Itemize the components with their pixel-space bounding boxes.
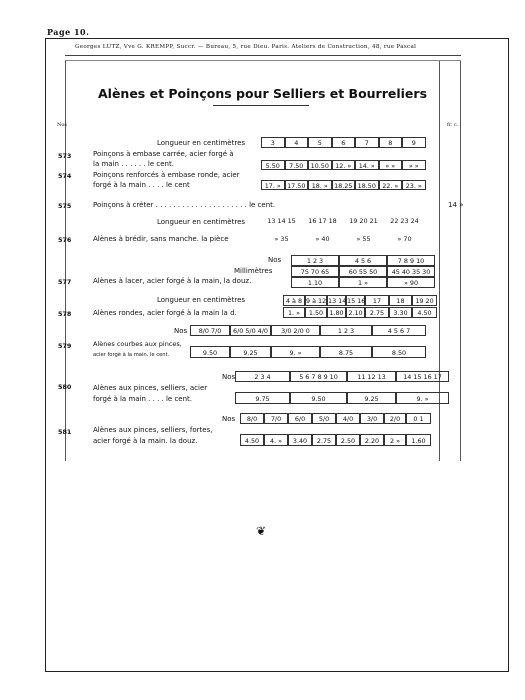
length-column-header: 3 [261,137,285,148]
price-cell: » » [402,160,426,170]
price-cell: 2.20 [360,434,384,446]
number-group-cell: 4 5 6 7 [372,325,426,336]
item-description: Alènes aux pinces, selliers, acier [93,384,208,392]
item-number: 574 [58,172,72,180]
length-label: Longueur en centimètres [157,139,246,147]
price-cell: 1 » [339,277,387,288]
number-group-cell: 11 12 13 [347,371,396,382]
length-group-header: 16 17 18 [308,217,337,225]
number-column-header: 8/0 [240,413,264,424]
length-group-header: 19 20 21 [349,217,378,225]
right-margin-rule [460,61,461,461]
price-cell: 2.75 [312,434,336,446]
number-group-cell: 1 2 3 [291,255,339,266]
number-group-cell: 7 8 9 10 [387,255,435,266]
price-cell: 9. » [396,392,449,404]
numbers-label: Nos [222,373,236,381]
millimetre-cell: 75 70 65 [291,266,339,277]
item-description: Alènes aux pinces, selliers, fortes, [93,426,213,434]
price-cell: 1.80 [327,307,346,318]
item-description: Poinçons à créter . . . . . . . . . . . . . . . . . . . . . le cent. [93,201,276,209]
number-column-header: 3/0 [360,413,384,424]
item-number: 580 [58,383,72,391]
item-description: Alènes à brédir, sans manche. la pièce [93,235,229,243]
length-column-header: 18 [389,295,412,306]
numbers-label: Nos [174,327,188,335]
number-group-cell: 6/0 5/0 4/0 [230,325,271,336]
number-column-header: 5/0 [312,413,336,424]
length-column-header: 8 [379,137,403,148]
item-price: 14 » [448,201,464,209]
length-column-header: 4 à 8 [283,295,305,306]
numbers-label: Nos [222,415,236,423]
item-number: 579 [58,342,72,350]
left-margin-rule [65,61,66,461]
number-column-header: 0 1 [406,413,431,424]
price-cell: » 90 [387,277,435,288]
price-cell: 9.25 [230,346,271,358]
item-description-cont: acier forgé à la main, le cent. [93,352,170,358]
item-description: Poinçons à embase carrée, acier forgé à [93,150,234,158]
price-cell: 4.50 [240,434,264,446]
column-header-numbers: Nos [57,122,67,128]
price-cell: 14. » [355,160,379,170]
length-column-header: 5 [308,137,332,148]
item-description: Alènes à lacer, acier forgé à la main, la douz. [93,277,252,285]
number-group-cell: 2 3 4 [235,371,290,382]
number-column-header: 7/0 [264,413,288,424]
price-cell: 9.25 [347,392,396,404]
price-cell: 10.50 [308,160,332,170]
item-number: 581 [58,428,72,436]
length-column-header: 7 [355,137,379,148]
length-group-header: 13 14 15 [267,217,296,225]
page-title: Alènes et Poinçons pour Selliers et Bourreliers [97,86,428,101]
length-column-header: 4 [285,137,309,148]
number-group-cell: 1 2 3 [320,325,372,336]
price-cell: » 70 [397,235,412,243]
price-cell: 9.50 [190,346,230,358]
item-description: Alènes rondes, acier forgé à la main la d. [93,309,237,317]
letterhead: Georges LUTZ, Vve G. KREMPP, Succr. — Bureau, 5, rue Dieu. Paris. Ateliers de Construction, 48, rue Pascal [75,44,417,50]
length-column-header: 19 20 [412,295,437,306]
price-cell: 18.50 [355,180,379,190]
price-cell: » 40 [315,235,330,243]
price-cell: 2.50 [336,434,360,446]
column-header-price: fr. c. [447,122,459,128]
number-column-header: 2/0 [384,413,406,424]
price-cell: 17.50 [285,180,309,190]
title-underline [213,105,309,106]
price-cell: 2.75 [365,307,389,318]
price-cell: 1. » [283,307,305,318]
millimetre-cell: 45 40 35 30 [387,266,435,277]
price-cell: 1.60 [406,434,431,446]
price-cell: 2.10 [346,307,365,318]
numbers-label: Nos [268,256,282,264]
price-cell: 17. » [261,180,285,190]
item-description-cont: acier forgé à la main. la douz. [93,437,198,445]
number-column-header: 4/0 [336,413,360,424]
price-cell: 8.50 [372,346,426,358]
price-cell: » 55 [356,235,371,243]
millimetre-cell: 60 55 50 [339,266,387,277]
price-cell: 1.10 [291,277,339,288]
price-cell: 5.50 [261,160,285,170]
item-number: 573 [58,152,72,160]
length-label: Longueur en centimètres [157,296,246,304]
price-cell: 3.40 [288,434,312,446]
page-number: Page 10. [47,27,90,37]
item-description: Poinçons renforcés à embase ronde, acier [93,171,240,179]
price-cell: 8.75 [320,346,372,358]
number-group-cell: 3/0 2/0 0 [271,325,320,336]
ornament-icon: ❦ [256,524,267,538]
item-description-cont: forgé à la main . . . . le cent. [93,395,193,403]
number-group-cell: 4 5 6 [339,255,387,266]
item-description-cont: la main . . . . . . le cent. [93,160,174,168]
length-group-header: 22 23 24 [390,217,419,225]
price-cell: 2 » [384,434,406,446]
number-column-header: 6/0 [288,413,312,424]
price-cell: 12. » [332,160,356,170]
price-cell: 9.75 [235,392,290,404]
item-number: 577 [58,278,72,286]
length-column-header: 15 16 [347,297,366,305]
length-column-header: 6 [332,137,356,148]
number-group-cell: 8/0 7/0 [190,325,230,336]
number-group-cell: 14 15 16 17 [396,371,449,382]
item-description-cont: forgé à la main . . . . le cent [93,181,190,189]
price-cell: 18. » [308,180,332,190]
price-cell: » 35 [274,235,289,243]
length-column-header: 17 [365,295,389,306]
price-cell: 4.50 [412,307,437,318]
length-column-header: 9 [402,137,426,148]
price-cell: 22. » [379,180,403,190]
item-number: 576 [58,236,72,244]
item-number: 575 [58,202,72,210]
length-label: Longueur en centimètres [157,218,246,226]
price-cell: 9.50 [290,392,347,404]
price-cell: 23. » [402,180,426,190]
price-cell: 4. » [264,434,288,446]
length-column-header: 13 14 [328,297,347,305]
price-cell: 9. » [271,346,320,358]
header-rule-secondary [65,60,461,61]
price-cell: 18.25 [332,180,356,190]
price-cell: 1.50 [305,307,327,318]
price-cell: » » [379,160,403,170]
price-cell: 3.30 [389,307,412,318]
millimetres-label: Millimètres [234,267,273,275]
number-group-cell: 5 6 7 8 9 10 [290,371,347,382]
item-number: 578 [58,310,72,318]
length-column-header: 9 à 12 [306,297,327,305]
item-description: Alènes courbes aux pinces, [93,340,182,348]
header-rule [65,55,461,56]
price-cell: 7.50 [285,160,309,170]
